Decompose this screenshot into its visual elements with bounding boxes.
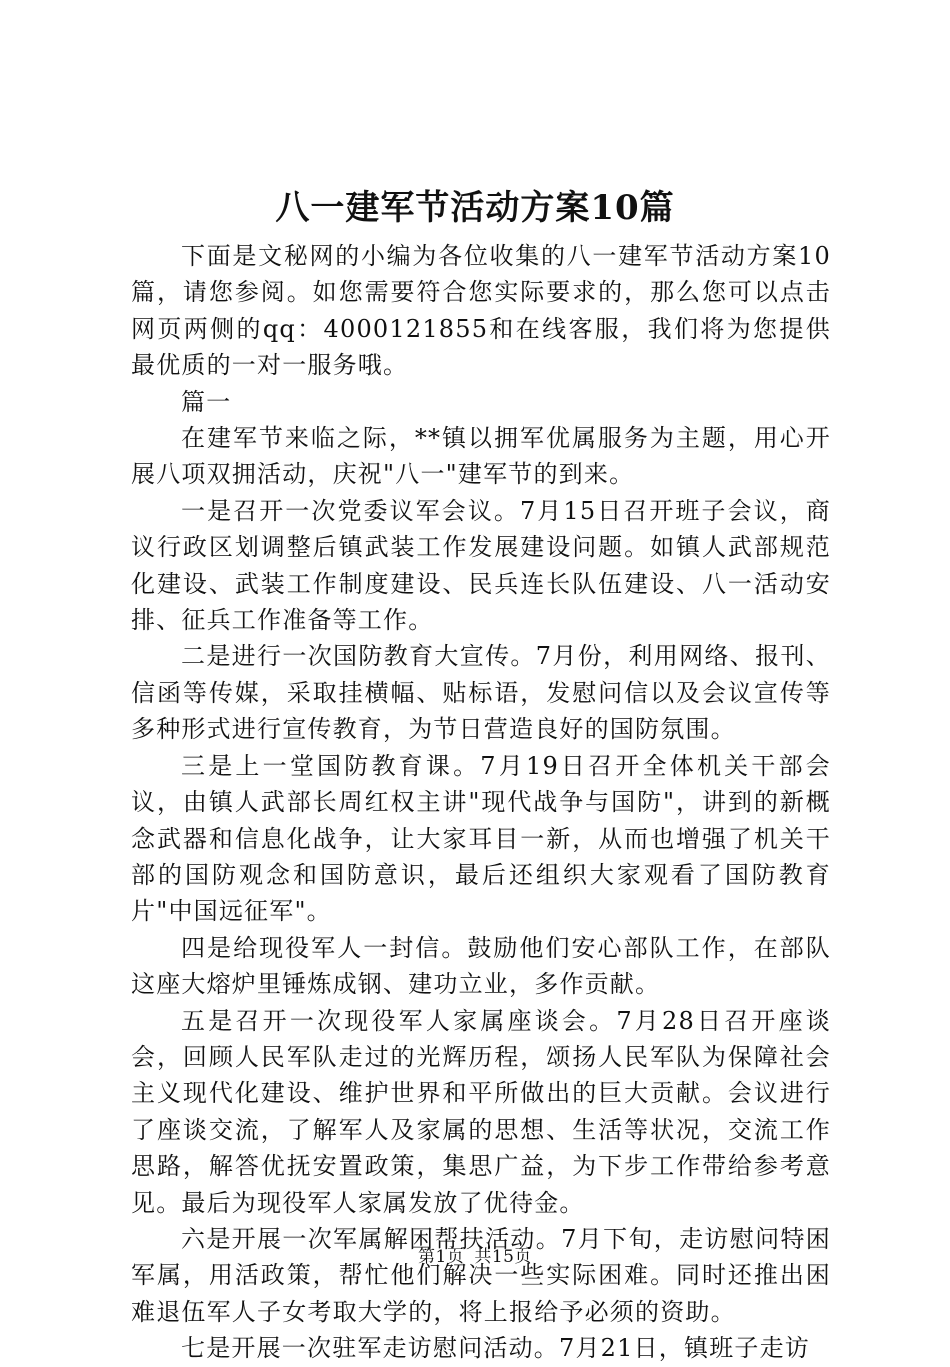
- page-footer: [0, 1245, 950, 1269]
- page-number: 第1页: [418, 1247, 465, 1267]
- body-paragraph: 五是召开一次现役军人家属座谈会。7月28日召开座谈会，回顾人民军队走过的光辉历程，颂扬人民军队为保障社会主义现代化建设、维护世界和平所做出的巨大贡献。会议进行了座谈交流，了解军人及家属的思想、生活等状况，交流工作思路，解答优抚安置政策，集思广益，为下步工作带给参考意见。最后为现役军人家属发放了优待金。: [131, 1006, 831, 1217]
- body-paragraph: 在建军节来临之际，**镇以拥军优属服务为主题，用心开展八项双拥活动，庆祝"八一"建军节的到来。: [131, 424, 831, 489]
- body-paragraph: 四是给现役军人一封信。鼓励他们安心部队工作，在部队这座大熔炉里锤炼成钢、建功立业，多作贡献。: [131, 933, 831, 999]
- intro-paragraph: 下面是文秘网的小编为各位收集的八一建军节活动方案10篇，请您参阅。如您需要符合您实际要求的，那么您可以点击网页两侧的qq：4000121855和在线客服，我们将为您提供最优质的一对一服务哦。: [131, 242, 831, 380]
- document-title: 八一建军节活动方案10篇: [275, 188, 675, 228]
- body-paragraph: 二是进行一次国防教育大宣传。7月份，利用网络、报刊、信函等传媒，采取挂横幅、贴标语，发慰问信以及会议宣传等多种形式进行宣传教育，为节日营造良好的国防氛围。: [131, 642, 831, 744]
- document-body: [131, 238, 831, 1367]
- section-heading: 篇一: [181, 387, 232, 416]
- body-paragraph: 七是开展一次驻军走访慰问活动。7月21日，镇班子走访: [181, 1334, 811, 1363]
- body-paragraph: 一是召开一次党委议军会议。7月15日召开班子会议，商议行政区划调整后镇武装工作发展建设问题。如镇人武部规范化建设、武装工作制度建设、民兵连长队伍建设、八一活动安排、征兵工作准备等工作。: [131, 496, 831, 635]
- body-paragraph: 三是上一堂国防教育课。7月19日召开全体机关干部会议，由镇人武部长周红权主讲"现代战争与国防"，讲到的新概念武器和信息化战争，让大家耳目一新，从而也增强了机关干部的国防观念和国防意识，最后还组织大家观看了国防教育片"中国远征军"。: [131, 751, 831, 926]
- body-paragraph: 六是开展一次军属解困帮扶活动。7月下旬，走访慰问特困军属，用活政策，帮忙他们解决一些实际困难。同时还推出困难退伍军人子女考取大学的，将上报给予必须的资助。: [131, 1224, 831, 1326]
- page-total: 共15页: [474, 1247, 532, 1267]
